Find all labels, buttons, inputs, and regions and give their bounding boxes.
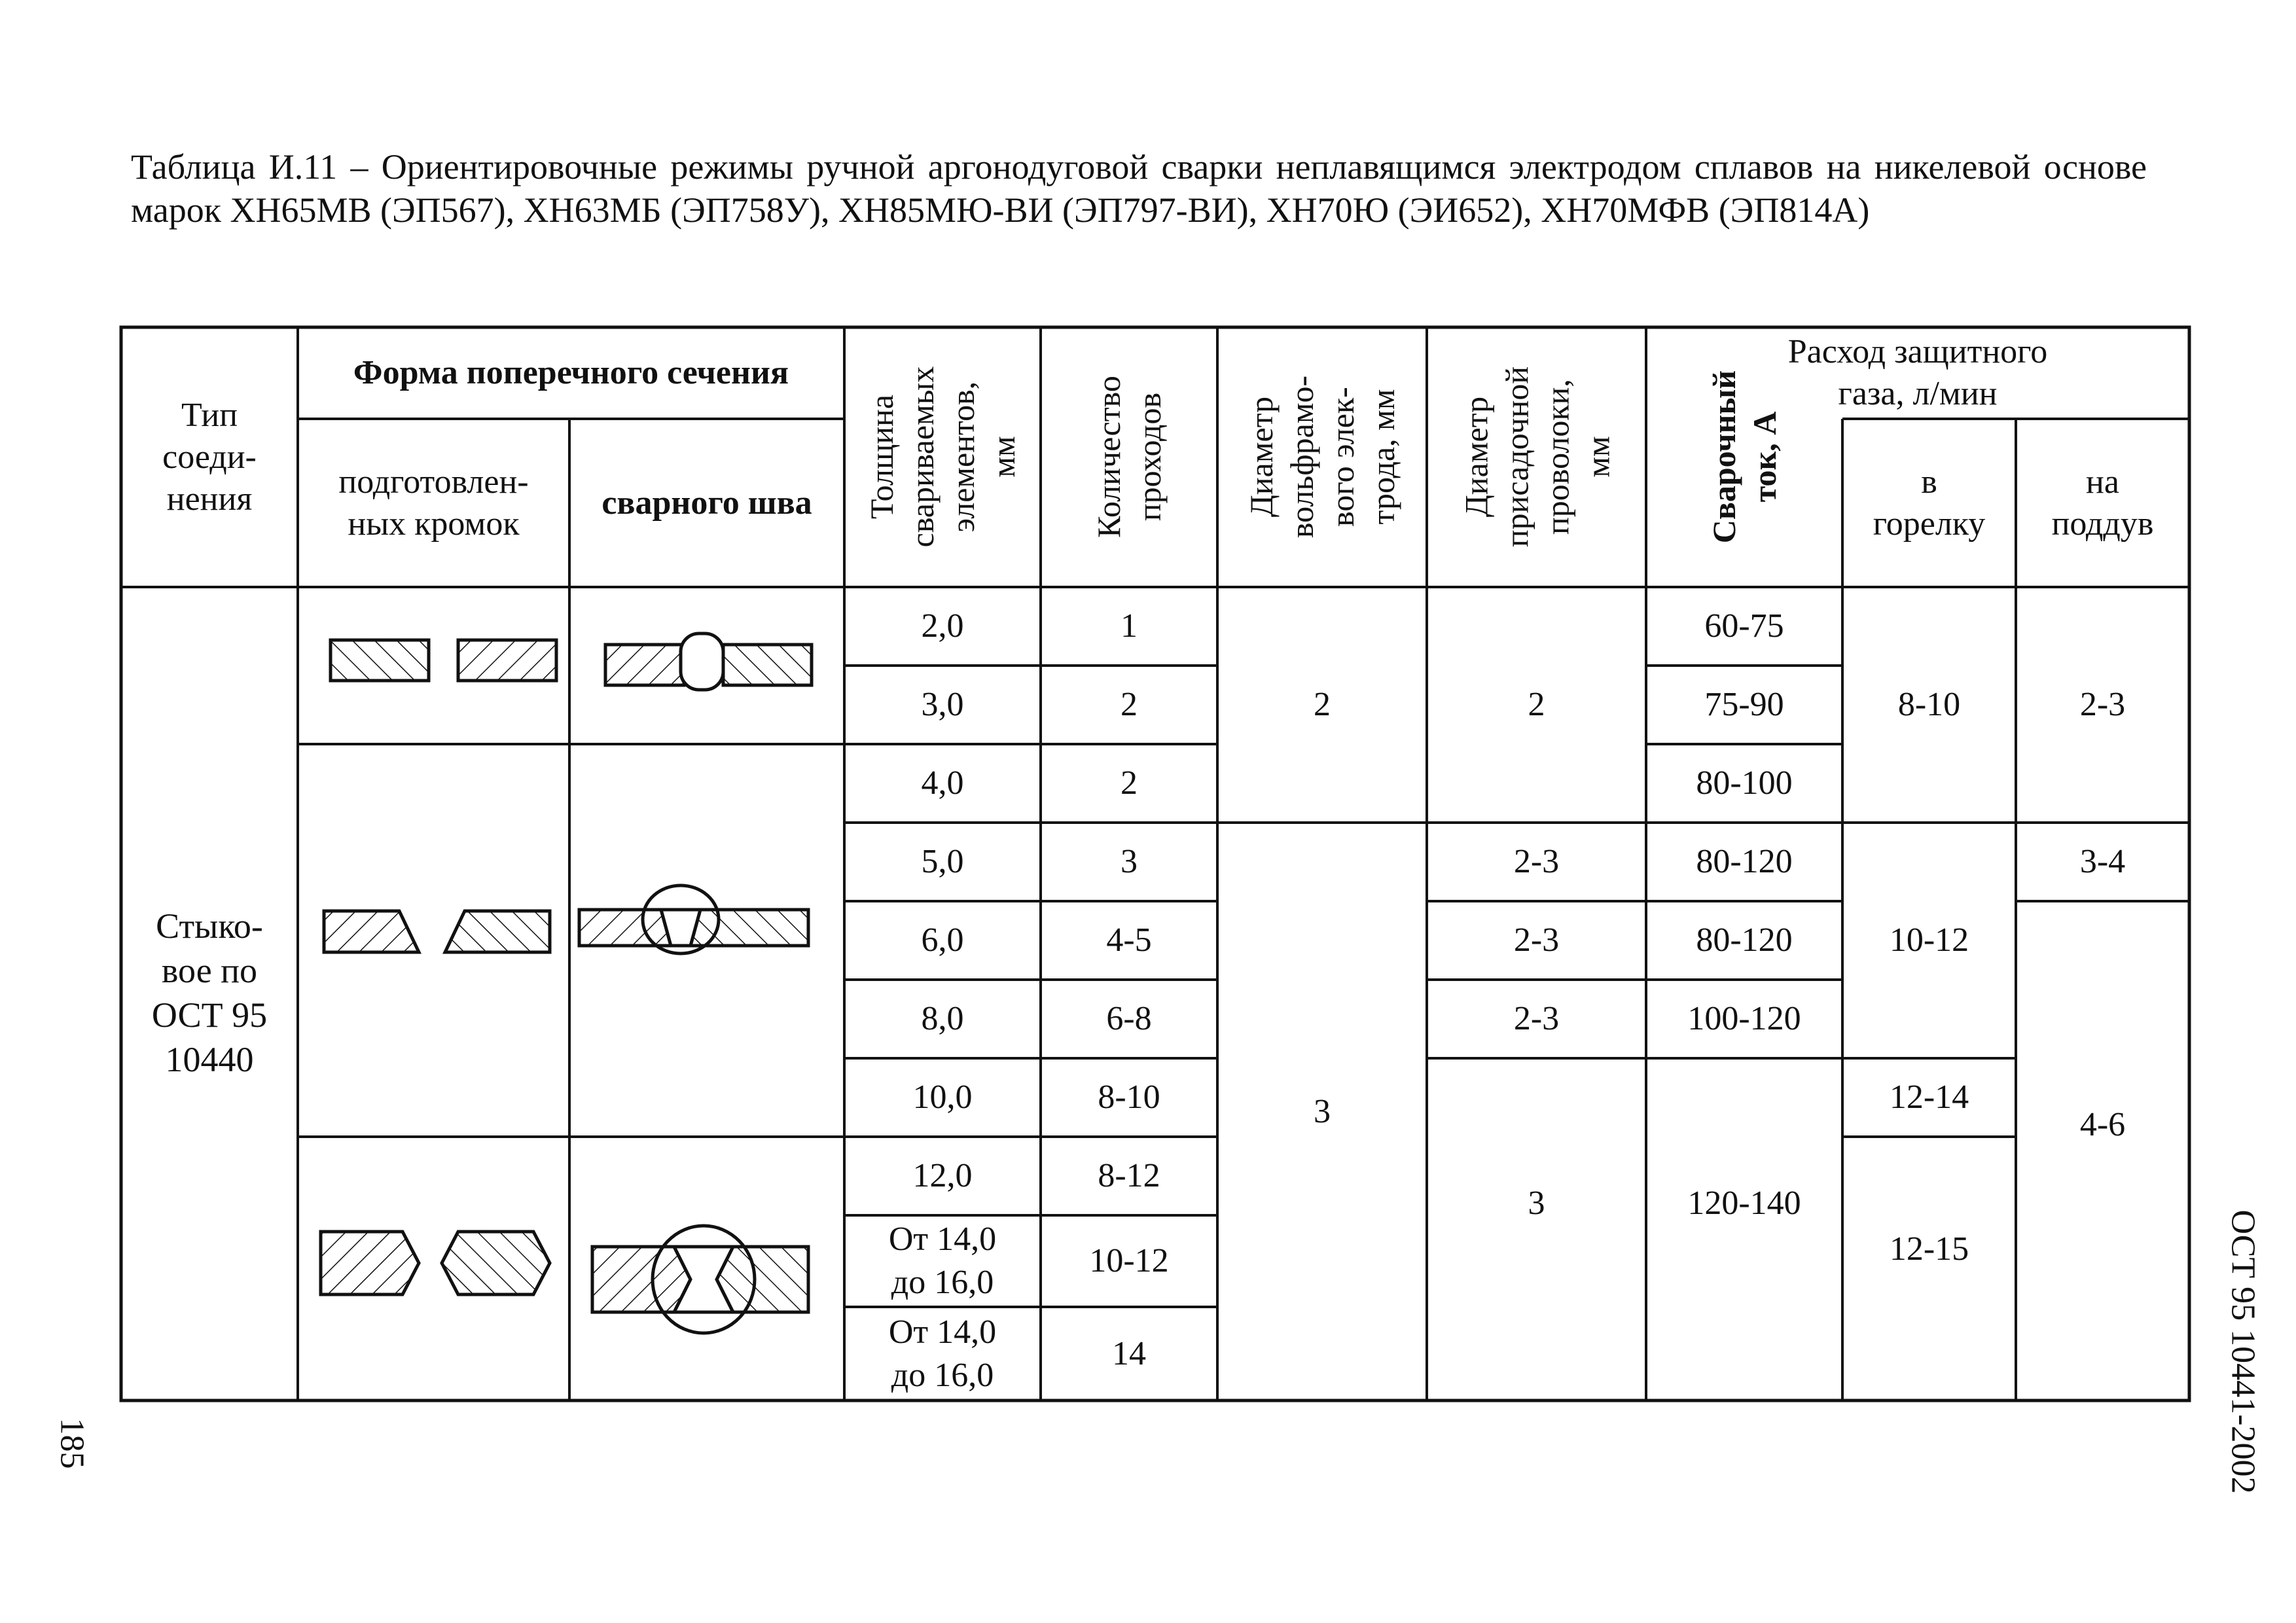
thickness-cell: 4,0 bbox=[921, 764, 964, 802]
thickness-cell: От 14,0 до 16,0 bbox=[888, 1313, 997, 1394]
torch-gas-cell: 12-15 bbox=[1889, 1230, 1969, 1268]
weld-seam-x-sketch bbox=[592, 1226, 808, 1333]
current-cell: 80-100 bbox=[1696, 764, 1793, 802]
tungsten-cell: 2 bbox=[1314, 686, 1331, 723]
prepared-edges-square-sketch bbox=[331, 640, 556, 681]
header-thickness: Толщина свариваемых элементов, мм bbox=[863, 366, 1022, 548]
thickness-cell: 6,0 bbox=[921, 921, 964, 959]
thickness-cell: 10,0 bbox=[912, 1079, 973, 1116]
passes-cell: 1 bbox=[1121, 607, 1138, 645]
header-joint-type: Тип соеди- нения bbox=[162, 396, 257, 518]
joint-type-value: Стыко- вое по ОСТ 95 10440 bbox=[151, 906, 268, 1079]
page-number-text: 185 bbox=[53, 1418, 91, 1469]
thickness-cell: От 14,0 до 16,0 bbox=[888, 1221, 997, 1301]
header-tungsten-diameter: Диаметр вольфрамо- вого элек- трода, мм bbox=[1243, 375, 1401, 539]
thickness-cell: 12,0 bbox=[912, 1157, 973, 1194]
current-cell: 80-120 bbox=[1696, 921, 1793, 959]
prepared-edges-x-sketch bbox=[321, 1232, 550, 1294]
thickness-cell: 8,0 bbox=[921, 1000, 964, 1037]
torch-gas-cell: 12-14 bbox=[1889, 1079, 1969, 1116]
filler-cell: 2-3 bbox=[1513, 843, 1560, 880]
header-weld-seam: сварного шва bbox=[601, 484, 812, 522]
weld-seam-square-sketch bbox=[605, 633, 812, 690]
filler-cell: 2-3 bbox=[1513, 1000, 1560, 1037]
tungsten-cell: 3 bbox=[1314, 1092, 1331, 1130]
passes-cell: 10-12 bbox=[1089, 1242, 1169, 1279]
prepared-edges-v-sketch bbox=[324, 911, 550, 952]
current-cell: 75-90 bbox=[1704, 686, 1784, 723]
header-current: Сварочный ток, А bbox=[1706, 370, 1783, 544]
torch-gas-cell: 10-12 bbox=[1889, 921, 1969, 959]
header-filler-diameter: Диаметр присадочной проволоки, мм bbox=[1458, 366, 1616, 548]
header-cross-section: Форма поперечного сечения bbox=[353, 354, 789, 391]
thickness-cell: 3,0 bbox=[921, 686, 964, 723]
passes-cell: 8-12 bbox=[1098, 1157, 1160, 1194]
passes-cell: 2 bbox=[1121, 764, 1138, 802]
passes-cell: 3 bbox=[1121, 843, 1138, 880]
weld-seam-v-sketch bbox=[579, 885, 808, 954]
filler-cell: 2-3 bbox=[1513, 921, 1560, 959]
torch-gas-cell: 8-10 bbox=[1897, 686, 1961, 723]
thickness-cell: 2,0 bbox=[921, 607, 964, 645]
header-gas-flow: Расход защитного газа, л/мин bbox=[1787, 333, 2048, 412]
current-cell: 120-140 bbox=[1687, 1184, 1801, 1222]
document-code bbox=[2207, 1155, 2279, 1548]
document-code-text: ОСТ 95 10441-2002 bbox=[2224, 1209, 2262, 1493]
passes-cell: 2 bbox=[1121, 686, 1138, 723]
header-passes: Количество проходов bbox=[1090, 376, 1168, 538]
passes-cell: 6-8 bbox=[1106, 1000, 1152, 1037]
filler-cell: 3 bbox=[1528, 1184, 1545, 1222]
passes-cell: 8-10 bbox=[1098, 1079, 1160, 1116]
current-cell: 60-75 bbox=[1704, 607, 1784, 645]
header-gas-backing: на поддув bbox=[2051, 463, 2154, 543]
backing-gas-cell: 3-4 bbox=[2079, 843, 2126, 880]
current-cell: 100-120 bbox=[1687, 1000, 1801, 1037]
passes-cell: 4-5 bbox=[1106, 921, 1152, 959]
passes-cell: 14 bbox=[1112, 1334, 1146, 1372]
thickness-cell: 5,0 bbox=[921, 843, 964, 880]
page-number bbox=[39, 1407, 105, 1479]
current-cell: 80-120 bbox=[1696, 843, 1793, 880]
header-prepared-edges: подготовлен- ных кромок bbox=[338, 463, 529, 543]
filler-cell: 2 bbox=[1528, 686, 1545, 723]
header-gas-torch: в горелку bbox=[1873, 463, 1986, 543]
table-caption: Таблица И.11 – Ориентировочные режимы ручной аргонодуговой сварки неплавящимся электродом сплавов на никелевой основе марок ХН65МВ (ЭП567), ХН63МБ (ЭП758У), ХН85МЮ-ВИ (ЭП797-ВИ), ХН70Ю (ЭИ652), ХН70МФВ (ЭП814А) bbox=[131, 147, 2147, 230]
backing-gas-cell: 2-3 bbox=[2079, 686, 2126, 723]
backing-gas-cell: 4-6 bbox=[2079, 1105, 2126, 1143]
